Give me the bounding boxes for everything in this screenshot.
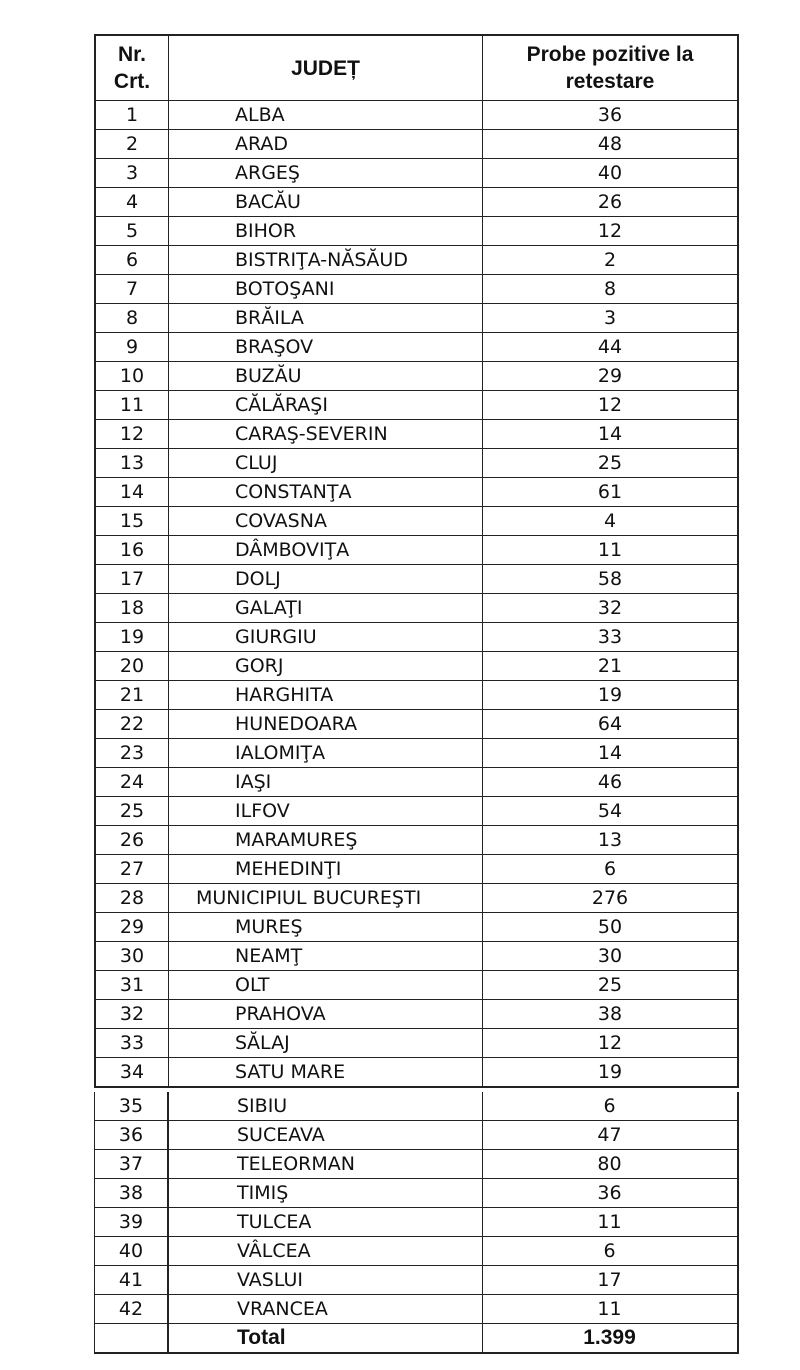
row-value: 26	[483, 188, 739, 217]
row-nr: 7	[95, 275, 169, 304]
row-nr: 14	[95, 478, 169, 507]
row-judet: DOLJ	[169, 565, 483, 594]
row-nr: 28	[95, 884, 169, 913]
row-nr: 22	[95, 710, 169, 739]
row-value: 6	[483, 855, 739, 884]
row-value: 36	[483, 101, 739, 130]
row-value: 6	[482, 1092, 738, 1121]
row-nr: 24	[95, 768, 169, 797]
row-judet: COVASNA	[169, 507, 483, 536]
row-value: 12	[483, 217, 739, 246]
table-row	[95, 710, 738, 739]
row-nr: 42	[95, 1295, 169, 1324]
header-probe-line1: Probe pozitive la	[526, 43, 694, 66]
table-row	[95, 246, 738, 275]
row-value: 50	[483, 913, 739, 942]
row-nr: 38	[95, 1179, 169, 1208]
row-nr: 37	[95, 1150, 169, 1179]
table-row	[95, 362, 738, 391]
row-judet: DÂMBOVIŢA	[169, 536, 483, 565]
row-nr: 20	[95, 652, 169, 681]
header-probe-line2: retestare	[565, 70, 655, 93]
row-value: 64	[483, 710, 739, 739]
table-row	[95, 507, 738, 536]
table-row	[95, 768, 738, 797]
row-judet: BIHOR	[169, 217, 483, 246]
row-value: 46	[483, 768, 739, 797]
header-nr-crt	[95, 35, 169, 101]
row-judet: IAŞI	[169, 768, 483, 797]
row-judet: MUNICIPIUL BUCUREŞTI	[169, 884, 483, 913]
row-value: 11	[483, 536, 739, 565]
row-nr: 41	[95, 1266, 169, 1295]
row-value: 32	[483, 594, 739, 623]
row-value: 12	[483, 1029, 739, 1058]
table-row	[95, 449, 738, 478]
table-row	[95, 797, 738, 826]
row-nr: 27	[95, 855, 169, 884]
row-value: 40	[483, 159, 739, 188]
county-table-part1	[94, 34, 739, 1088]
row-nr: 19	[95, 623, 169, 652]
row-value: 58	[483, 565, 739, 594]
row-judet: BRAŞOV	[169, 333, 483, 362]
table-row	[95, 478, 738, 507]
row-judet: HUNEDOARA	[169, 710, 483, 739]
row-nr: 32	[95, 1000, 169, 1029]
row-value: 54	[483, 797, 739, 826]
row-judet: ARAD	[169, 130, 483, 159]
row-value: 21	[483, 652, 739, 681]
row-judet: TIMIŞ	[168, 1179, 482, 1208]
row-nr: 31	[95, 971, 169, 1000]
table-row	[95, 1029, 738, 1058]
table-row	[95, 1150, 738, 1179]
table-row	[95, 188, 738, 217]
row-judet: TELEORMAN	[168, 1150, 482, 1179]
row-judet: VÂLCEA	[168, 1237, 482, 1266]
row-judet: CARAŞ-SEVERIN	[169, 420, 483, 449]
row-nr: 12	[95, 420, 169, 449]
table-row	[95, 1092, 738, 1121]
table-row	[95, 1121, 738, 1150]
row-judet: TULCEA	[168, 1208, 482, 1237]
table-row	[95, 101, 738, 130]
table-header-row	[95, 35, 738, 101]
table-row	[95, 971, 738, 1000]
table-row	[95, 333, 738, 362]
row-nr: 13	[95, 449, 169, 478]
row-nr: 18	[95, 594, 169, 623]
table-row	[95, 217, 738, 246]
table-row	[95, 739, 738, 768]
table-row	[95, 420, 738, 449]
row-judet: ARGEŞ	[169, 159, 483, 188]
row-nr: 11	[95, 391, 169, 420]
row-nr: 16	[95, 536, 169, 565]
header-nr-line1: Nr.	[117, 43, 146, 66]
row-value: 19	[483, 681, 739, 710]
row-judet: CĂLĂRAŞI	[169, 391, 483, 420]
row-value: 13	[483, 826, 739, 855]
table-row	[95, 652, 738, 681]
county-table-part2	[94, 1092, 739, 1354]
row-nr: 6	[95, 246, 169, 275]
header-judet: JUDEȚ	[169, 35, 483, 101]
table-row	[95, 855, 738, 884]
row-value: 61	[483, 478, 739, 507]
row-value: 30	[483, 942, 739, 971]
row-value: 80	[482, 1150, 738, 1179]
row-value: 19	[483, 1058, 739, 1088]
table-row	[95, 391, 738, 420]
row-value: 47	[482, 1121, 738, 1150]
row-value: 33	[483, 623, 739, 652]
header-nr-line2: Crt.	[113, 70, 151, 93]
row-judet: BISTRIŢA-NĂSĂUD	[169, 246, 483, 275]
row-nr: 30	[95, 942, 169, 971]
table-row	[95, 884, 738, 913]
row-value: 12	[483, 391, 739, 420]
total-nr-cell	[95, 1324, 169, 1354]
table-row	[95, 565, 738, 594]
table-row	[95, 1208, 738, 1237]
row-value: 17	[482, 1266, 738, 1295]
row-judet: ILFOV	[169, 797, 483, 826]
row-value: 25	[483, 449, 739, 478]
row-nr: 39	[95, 1208, 169, 1237]
row-judet: IALOMIŢA	[169, 739, 483, 768]
row-nr: 1	[95, 101, 169, 130]
row-nr: 17	[95, 565, 169, 594]
row-value: 11	[482, 1295, 738, 1324]
row-nr: 10	[95, 362, 169, 391]
row-nr: 29	[95, 913, 169, 942]
row-judet: SUCEAVA	[168, 1121, 482, 1150]
row-value: 3	[483, 304, 739, 333]
row-judet: GIURGIU	[169, 623, 483, 652]
row-judet: GORJ	[169, 652, 483, 681]
header-probe-pozitive	[483, 35, 739, 101]
row-value: 44	[483, 333, 739, 362]
row-judet: VASLUI	[168, 1266, 482, 1295]
row-nr: 26	[95, 826, 169, 855]
row-judet: SIBIU	[168, 1092, 482, 1121]
row-judet: SATU MARE	[169, 1058, 483, 1088]
row-nr: 33	[95, 1029, 169, 1058]
row-judet: NEAMŢ	[169, 942, 483, 971]
row-judet: MEHEDINŢI	[169, 855, 483, 884]
row-nr: 35	[95, 1092, 169, 1121]
table-row	[95, 275, 738, 304]
table-row	[95, 623, 738, 652]
table-row	[95, 1058, 738, 1088]
row-judet: MARAMUREŞ	[169, 826, 483, 855]
table-row	[95, 1266, 738, 1295]
row-judet: BACĂU	[169, 188, 483, 217]
table-row	[95, 1179, 738, 1208]
row-value: 25	[483, 971, 739, 1000]
row-judet: VRANCEA	[168, 1295, 482, 1324]
row-value: 29	[483, 362, 739, 391]
table-row	[95, 159, 738, 188]
row-nr: 2	[95, 130, 169, 159]
table-row	[95, 1295, 738, 1324]
table-row	[95, 536, 738, 565]
table-row	[95, 594, 738, 623]
row-nr: 23	[95, 739, 169, 768]
row-value: 8	[483, 275, 739, 304]
row-judet: ALBA	[169, 101, 483, 130]
row-judet: OLT	[169, 971, 483, 1000]
row-nr: 34	[95, 1058, 169, 1088]
row-value: 11	[482, 1208, 738, 1237]
row-value: 38	[483, 1000, 739, 1029]
table-row	[95, 942, 738, 971]
row-value: 14	[483, 739, 739, 768]
row-value: 6	[482, 1237, 738, 1266]
row-nr: 4	[95, 188, 169, 217]
row-nr: 8	[95, 304, 169, 333]
row-judet: HARGHITA	[169, 681, 483, 710]
row-judet: BUZĂU	[169, 362, 483, 391]
table-row	[95, 681, 738, 710]
table-row	[95, 1237, 738, 1266]
total-row	[95, 1324, 738, 1354]
row-judet: CLUJ	[169, 449, 483, 478]
row-nr: 15	[95, 507, 169, 536]
row-judet: MUREŞ	[169, 913, 483, 942]
row-value: 4	[483, 507, 739, 536]
row-value: 48	[483, 130, 739, 159]
row-value: 36	[482, 1179, 738, 1208]
row-judet: BRĂILA	[169, 304, 483, 333]
row-value: 276	[483, 884, 739, 913]
row-nr: 3	[95, 159, 169, 188]
table-row	[95, 1000, 738, 1029]
table-row	[95, 130, 738, 159]
row-judet: GALAŢI	[169, 594, 483, 623]
row-judet: CONSTANŢA	[169, 478, 483, 507]
row-nr: 36	[95, 1121, 169, 1150]
total-label: Total	[168, 1324, 482, 1354]
table-row	[95, 304, 738, 333]
row-judet: PRAHOVA	[169, 1000, 483, 1029]
row-nr: 5	[95, 217, 169, 246]
total-value: 1.399	[482, 1324, 738, 1354]
row-judet: SĂLAJ	[169, 1029, 483, 1058]
row-value: 2	[483, 246, 739, 275]
table-row	[95, 826, 738, 855]
table-row	[95, 913, 738, 942]
row-nr: 25	[95, 797, 169, 826]
row-value: 14	[483, 420, 739, 449]
row-nr: 21	[95, 681, 169, 710]
row-judet: BOTOŞANI	[169, 275, 483, 304]
row-nr: 9	[95, 333, 169, 362]
row-nr: 40	[95, 1237, 169, 1266]
